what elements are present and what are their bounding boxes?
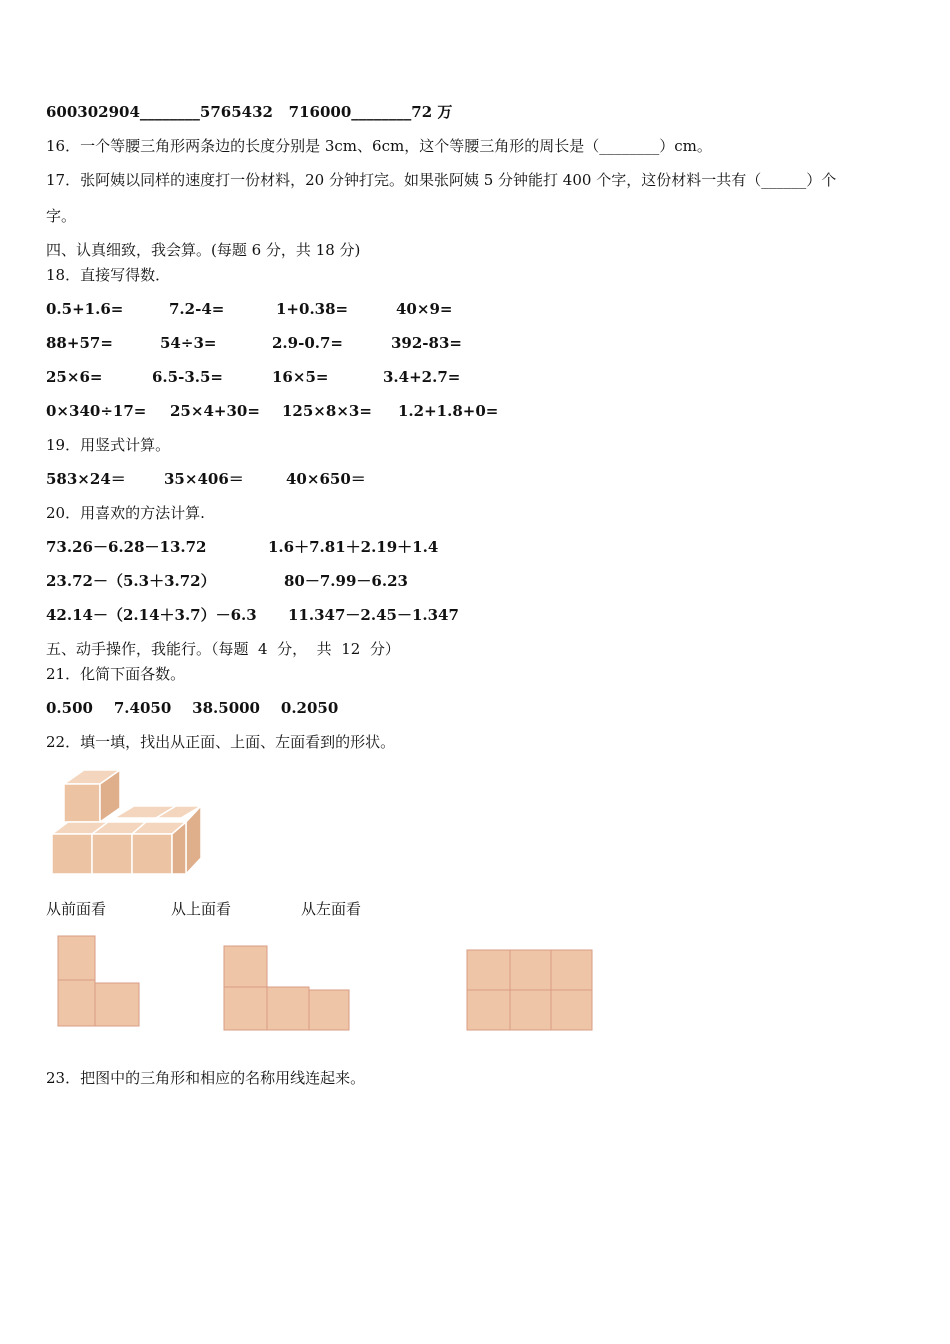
question-20: 20．用喜欢的方法计算. bbox=[46, 504, 205, 522]
view-square bbox=[510, 990, 551, 1030]
question-16: 16．一个等腰三角形两条边的长度分别是 3cm、6cm，这个等腰三角形的周长是（________）cm。 bbox=[46, 137, 712, 155]
view-square bbox=[467, 990, 510, 1030]
view-square bbox=[58, 936, 95, 980]
q15-line: 600302904________5765432 716000________72 万 bbox=[46, 103, 453, 121]
cube-front-face bbox=[52, 834, 92, 874]
q21-numbers: 0.500 7.4050 38.5000 0.2050 bbox=[46, 699, 339, 717]
q19-item: 35×406＝ bbox=[164, 470, 244, 488]
q18-item: 0×340÷17= bbox=[46, 402, 147, 420]
view-shape-3 bbox=[460, 944, 600, 1036]
question-23: 23．把图中的三角形和相应的名称用线连起来。 bbox=[46, 1069, 366, 1087]
q18-item: 6.5-3.5= bbox=[152, 368, 223, 386]
question-17-line2: 字。 bbox=[46, 207, 77, 225]
question-19: 19．用竖式计算。 bbox=[46, 436, 171, 454]
q19-item: 40×650＝ bbox=[286, 470, 366, 488]
view-label-top: 从上面看 bbox=[171, 900, 232, 918]
q20-item: 11.347－2.45－1.347 bbox=[288, 606, 459, 624]
q18-item: 88+57= bbox=[46, 334, 113, 352]
q18-item: 1+0.38= bbox=[276, 300, 349, 318]
question-21: 21．化简下面各数。 bbox=[46, 665, 186, 683]
cube-stack-figure bbox=[46, 762, 206, 878]
cube-front-face bbox=[92, 834, 132, 874]
q18-item: 54÷3= bbox=[160, 334, 217, 352]
section-5-heading: 五、动手操作，我能行。（每题 4 分， 共 12 分） bbox=[46, 640, 400, 658]
q20-item: 80－7.99－6.23 bbox=[284, 572, 408, 590]
q20-item: 42.14－（2.14＋3.7）－6.3 bbox=[46, 606, 257, 624]
q18-item: 25×6= bbox=[46, 368, 103, 386]
view-label-front: 从前面看 bbox=[46, 900, 107, 918]
q20-item: 1.6＋7.81＋2.19＋1.4 bbox=[268, 538, 439, 556]
cube-side-face bbox=[186, 806, 201, 874]
view-shape-2 bbox=[218, 940, 358, 1036]
view-square bbox=[551, 990, 592, 1030]
q18-item: 0.5+1.6= bbox=[46, 300, 124, 318]
view-square bbox=[58, 980, 95, 1026]
view-square bbox=[224, 987, 267, 1030]
view-square bbox=[267, 987, 309, 1030]
q19-item: 583×24＝ bbox=[46, 470, 126, 488]
q18-item: 2.9-0.7= bbox=[272, 334, 343, 352]
cube-front-face bbox=[64, 784, 100, 822]
q18-item: 7.2-4= bbox=[169, 300, 225, 318]
section-4-heading: 四、认真细致，我会算。(每题 6 分，共 18 分) bbox=[46, 241, 361, 259]
view-square bbox=[467, 950, 510, 990]
view-square bbox=[309, 990, 349, 1030]
q18-item: 16×5= bbox=[272, 368, 329, 386]
q18-item: 1.2+1.8+0= bbox=[398, 402, 499, 420]
view-square bbox=[551, 950, 592, 990]
q18-item: 125×8×3= bbox=[282, 402, 372, 420]
view-square bbox=[224, 946, 267, 987]
view-label-left: 从左面看 bbox=[301, 900, 362, 918]
question-18: 18．直接写得数． bbox=[46, 266, 171, 284]
q20-item: 23.72－（5.3＋3.72） bbox=[46, 572, 216, 590]
question-22: 22．填一填，找出从正面、上面、左面看到的形状。 bbox=[46, 733, 396, 751]
q18-item: 25×4+30= bbox=[170, 402, 260, 420]
view-square bbox=[95, 983, 139, 1026]
q20-item: 73.26－6.28－13.72 bbox=[46, 538, 207, 556]
view-shape-1 bbox=[50, 930, 150, 1032]
q18-item: 40×9= bbox=[396, 300, 453, 318]
q18-item: 3.4+2.7= bbox=[383, 368, 461, 386]
question-17-line1: 17．张阿姨以同样的速度打一份材料，20 分钟打完。如果张阿姨 5 分钟能打 400 个字，这份材料一共有（______）个 bbox=[46, 171, 837, 189]
cube-front-face bbox=[132, 834, 172, 874]
view-square bbox=[510, 950, 551, 990]
q18-item: 392-83= bbox=[391, 334, 462, 352]
